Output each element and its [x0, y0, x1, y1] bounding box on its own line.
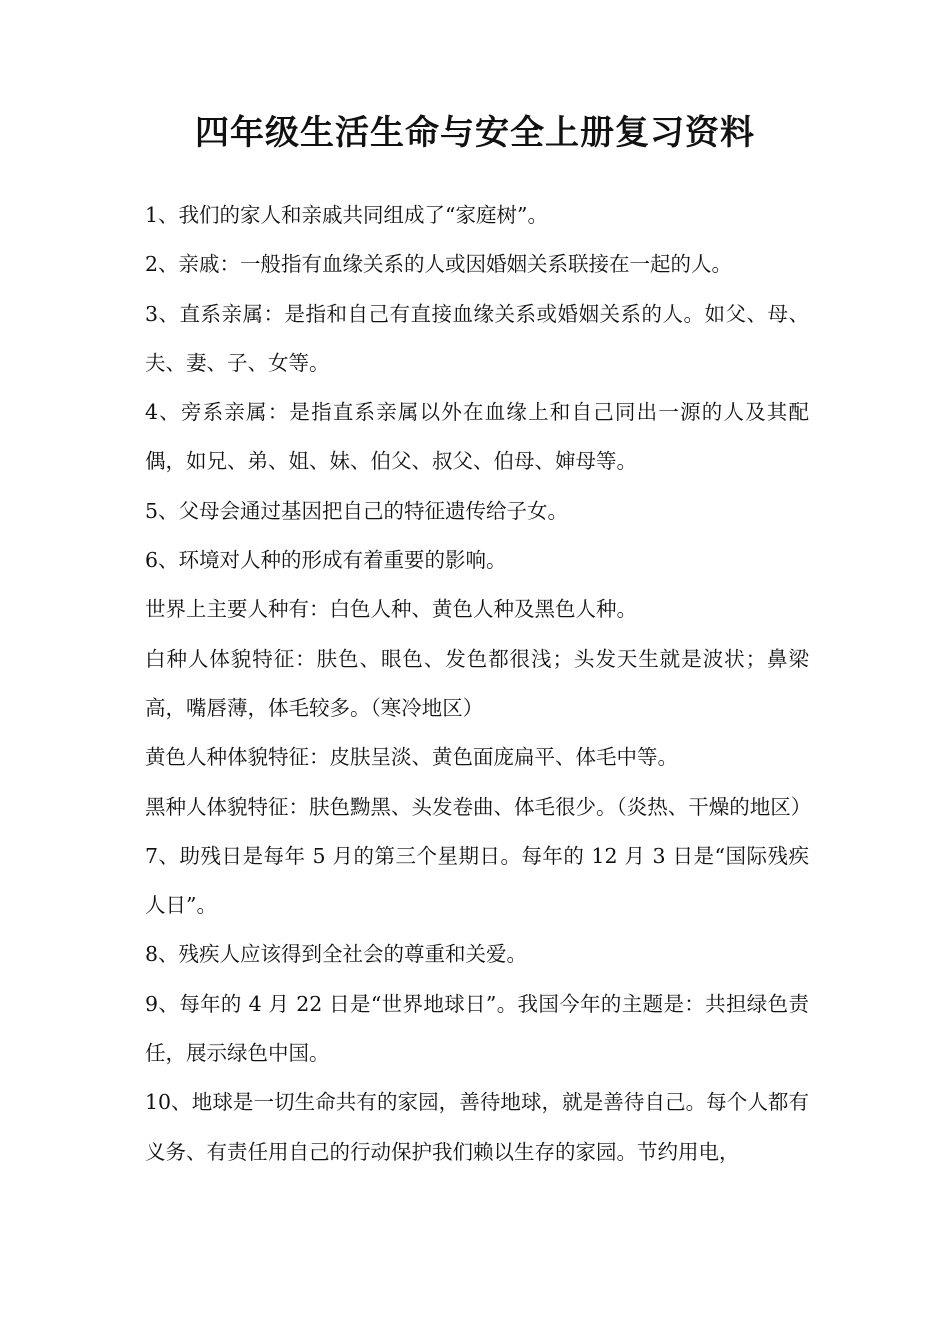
paragraph-5: 5、父母会通过基因把自己的特征遗传给子女。	[145, 498, 569, 523]
paragraph-yellow-race: 黄色人种体貌特征：皮肤呈淡、黄色面庞扁平、体毛中等。	[145, 745, 678, 770]
paragraph-6: 6、环境对人种的形成有着重要的影响。	[145, 548, 507, 573]
paragraph-9: 9、每年的 4 月 22 日是“世界地球日”。我国今年的主题是：共担绿色责任，展示绿色中国。	[145, 991, 809, 1066]
paragraph-10: 10、地球是一切生命共有的家园，善待地球，就是善待自己。每个人都有义务、有责任用自己的行动保护我们赖以生存的家园。节约用电，	[145, 1090, 809, 1164]
paragraph-4: 4、旁系亲属：是指直系亲属以外在血缘上和自己同出一源的人及其配偶，如兄、弟、姐、妹、伯父、叔父、伯母、婶母等。	[145, 400, 809, 474]
paragraph-white-race: 白种人体貌特征：肤色、眼色、发色都很浅；头发天生就是波状；鼻梁高，嘴唇薄，体毛较多。（寒冷地区）	[145, 646, 809, 720]
paragraph-black-race: 黑种人体貌特征：肤色黝黑、头发卷曲、体毛很少。（炎热、干燥的地区）	[145, 794, 812, 819]
document-body	[145, 191, 812, 1177]
paragraph-7: 7、助残日是每年 5 月的第三个星期日。每年的 12 月 3 日是“国际残疾人日”。	[145, 843, 809, 918]
paragraph-8: 8、残疾人应该得到全社会的尊重和关爱。	[145, 942, 528, 967]
paragraph-1: 1、我们的家人和亲戚共同组成了“家庭树”。	[145, 203, 549, 227]
paragraph-races: 世界上主要人种有：白色人种、黄色人种及黑色人种。	[145, 597, 637, 622]
paragraph-2: 2、亲戚：一般指有血缘关系的人或因婚姻关系联接在一起的人。	[145, 252, 733, 277]
paragraph-3: 3、直系亲属：是指和自己有直接血缘关系或婚姻关系的人。如父、母、夫、妻、子、女等。	[145, 301, 809, 375]
document-title: 四年级生活生命与安全上册复习资料	[195, 113, 755, 153]
